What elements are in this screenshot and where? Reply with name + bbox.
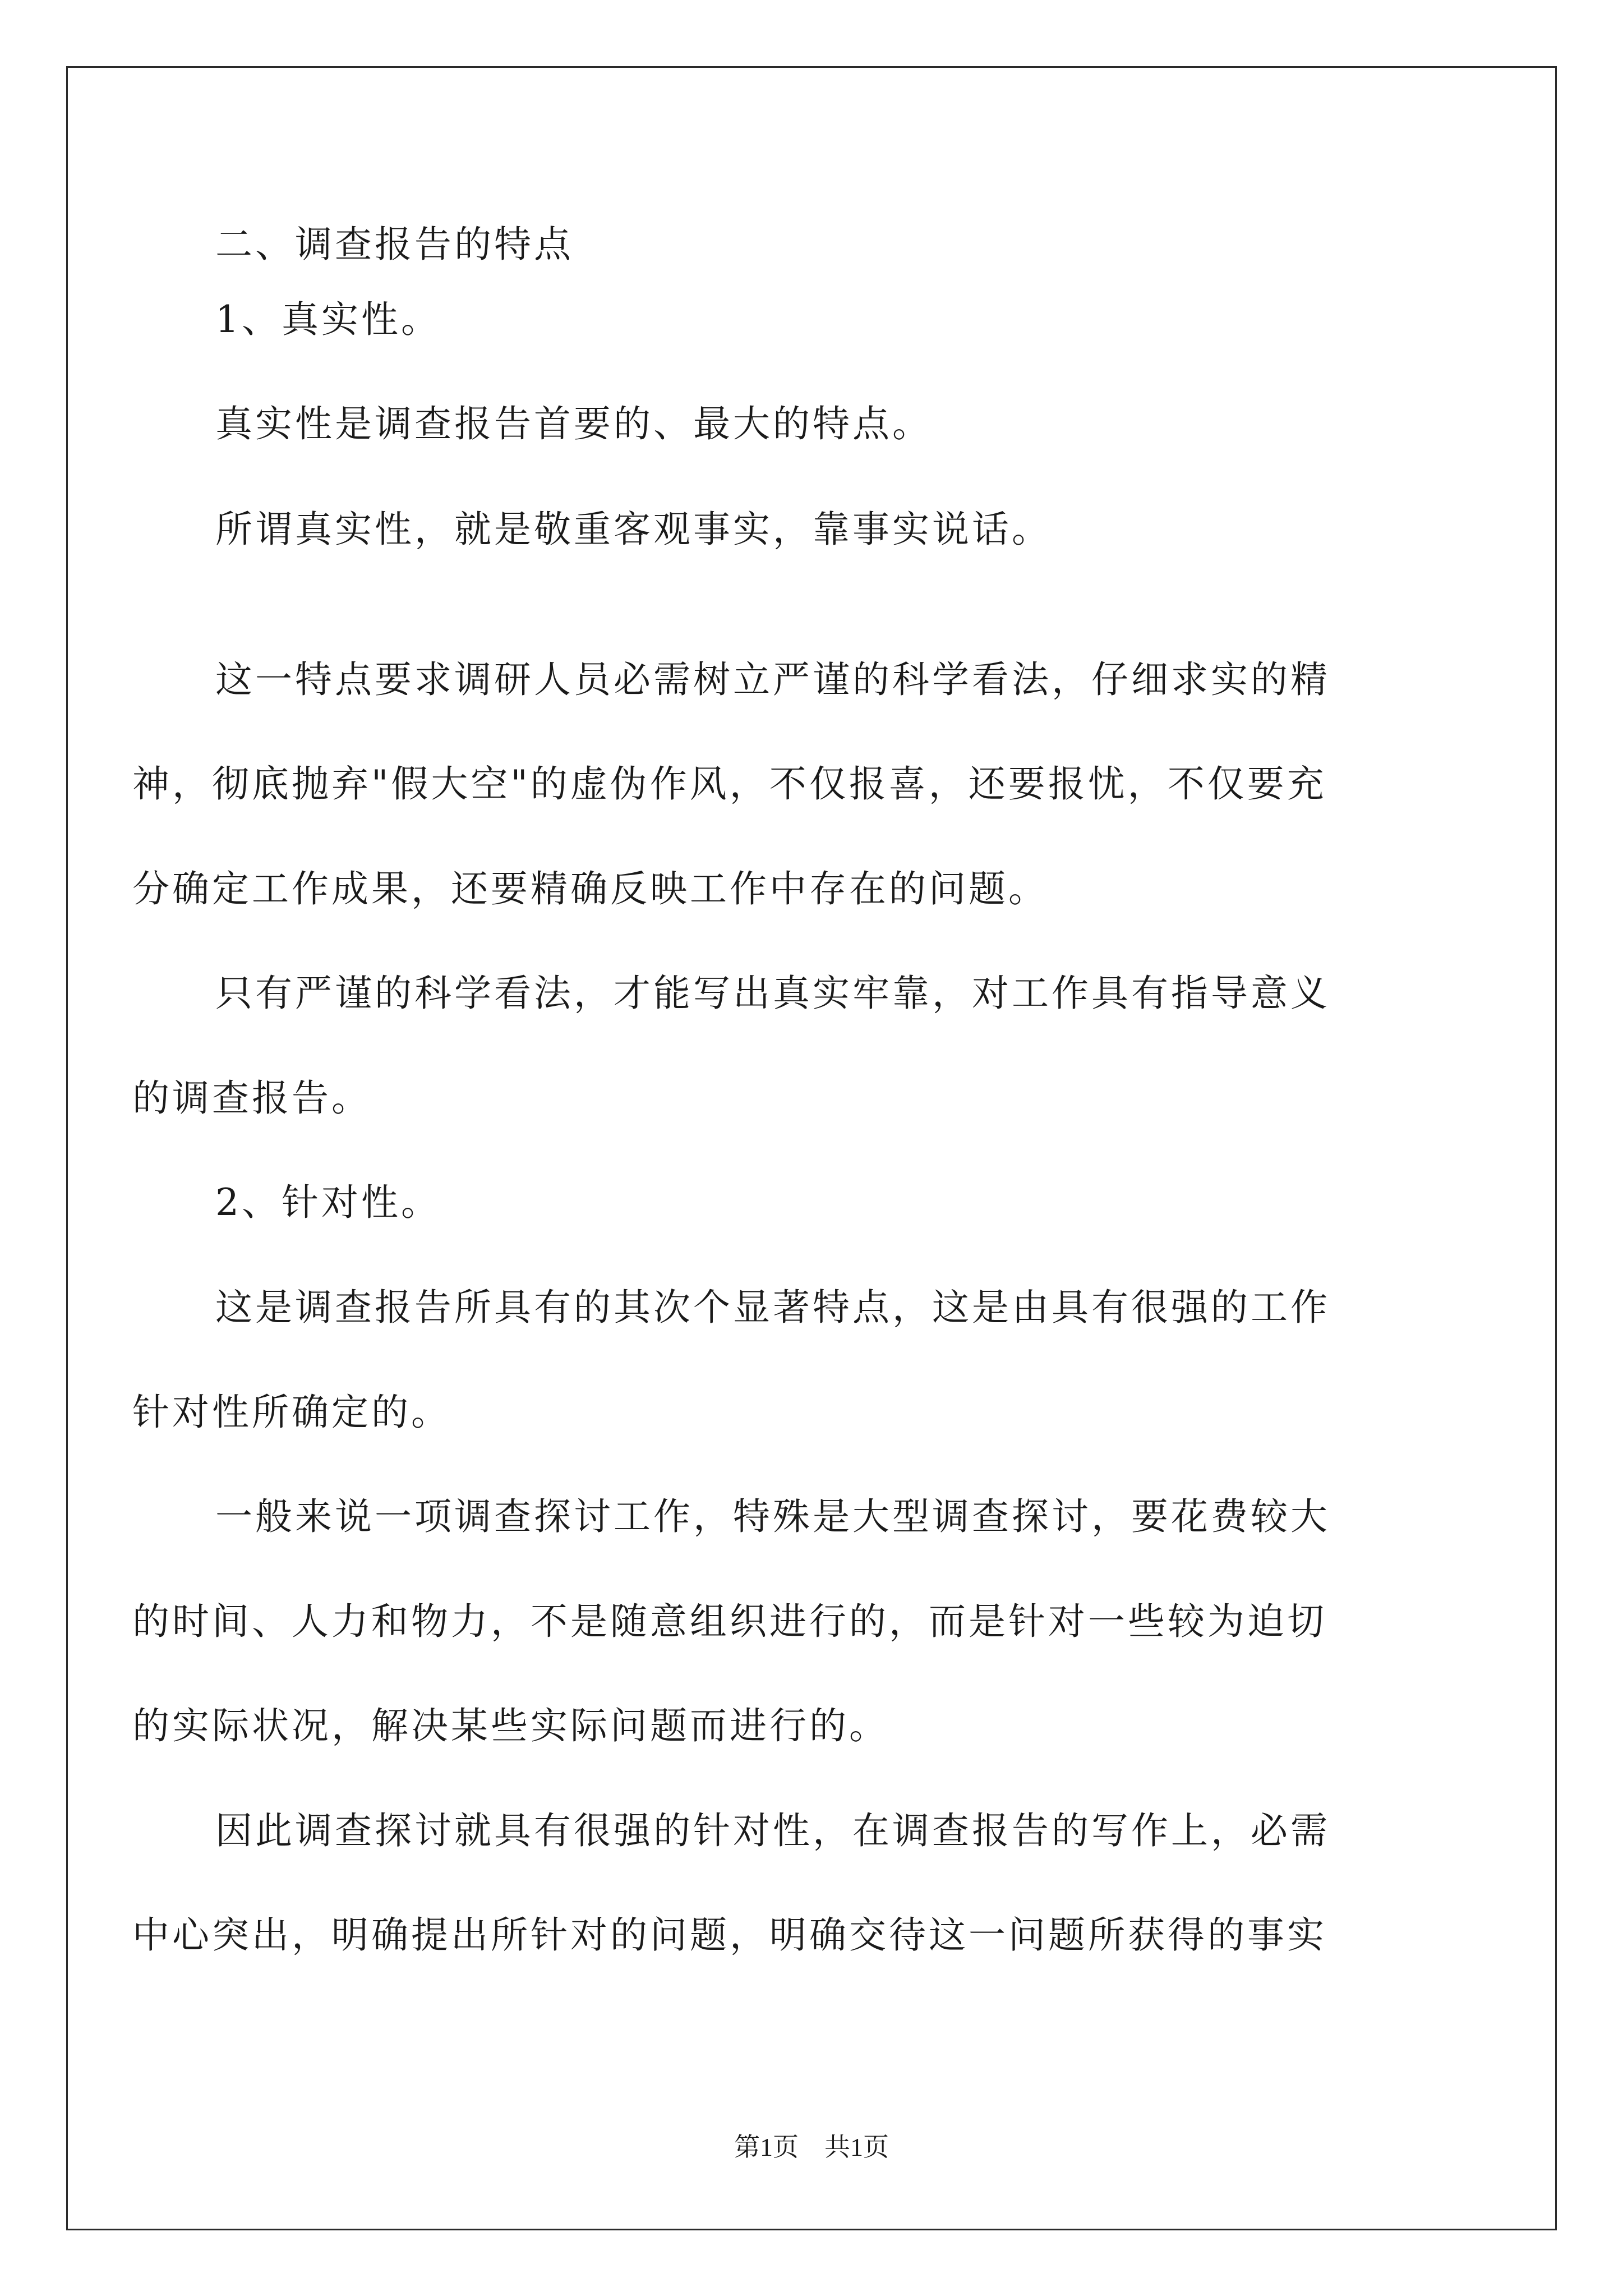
paragraph-line: 针对性所确定的。 [132, 1391, 451, 1434]
paragraph-line: 中心突出，明确提出所针对的问题，明确交待这一问题所获得的事实 [132, 1913, 1327, 1957]
paragraph-line: 真实性是调查报告首要的、最大的特点。 [215, 402, 932, 445]
paragraph-line: 神，彻底抛弃"假大空"的虚伪作风，不仅报喜，还要报忧，不仅要充 [132, 762, 1327, 806]
page-number-footer: 第1页 共1页 [734, 2133, 889, 2161]
section-heading: 二、调查报告的特点 [215, 223, 574, 266]
paragraph-line: 只有严谨的科学看法，才能写出真实牢靠，对工作具有指导意义 [215, 972, 1330, 1015]
paragraph-line: 分确定工作成果，还要精确反映工作中存在的问题。 [132, 867, 1048, 910]
subheading-2: 2、针对性。 [215, 1181, 441, 1224]
paragraph-line: 的实际状况，解决某些实际问题而进行的。 [132, 1704, 889, 1747]
page-border [66, 66, 1557, 2230]
paragraph-line: 这一特点要求调研人员必需树立严谨的科学看法，仔细求实的精 [215, 658, 1330, 701]
paragraph-line: 的调查报告。 [132, 1076, 371, 1120]
paragraph-line: 因此调查探讨就具有很强的针对性，在调查报告的写作上，必需 [215, 1809, 1330, 1852]
paragraph-line: 这是调查报告所具有的其次个显著特点，这是由具有很强的工作 [215, 1286, 1330, 1329]
paragraph-line: 所谓真实性，就是敬重客观事实，靠事实说话。 [215, 508, 1052, 551]
paragraph-line: 一般来说一项调查探讨工作，特殊是大型调查探讨，要花费较大 [215, 1495, 1330, 1538]
subheading-1: 1、真实性。 [215, 298, 441, 341]
paragraph-line: 的时间、人力和物力，不是随意组织进行的，而是针对一些较为迫切 [132, 1600, 1327, 1643]
